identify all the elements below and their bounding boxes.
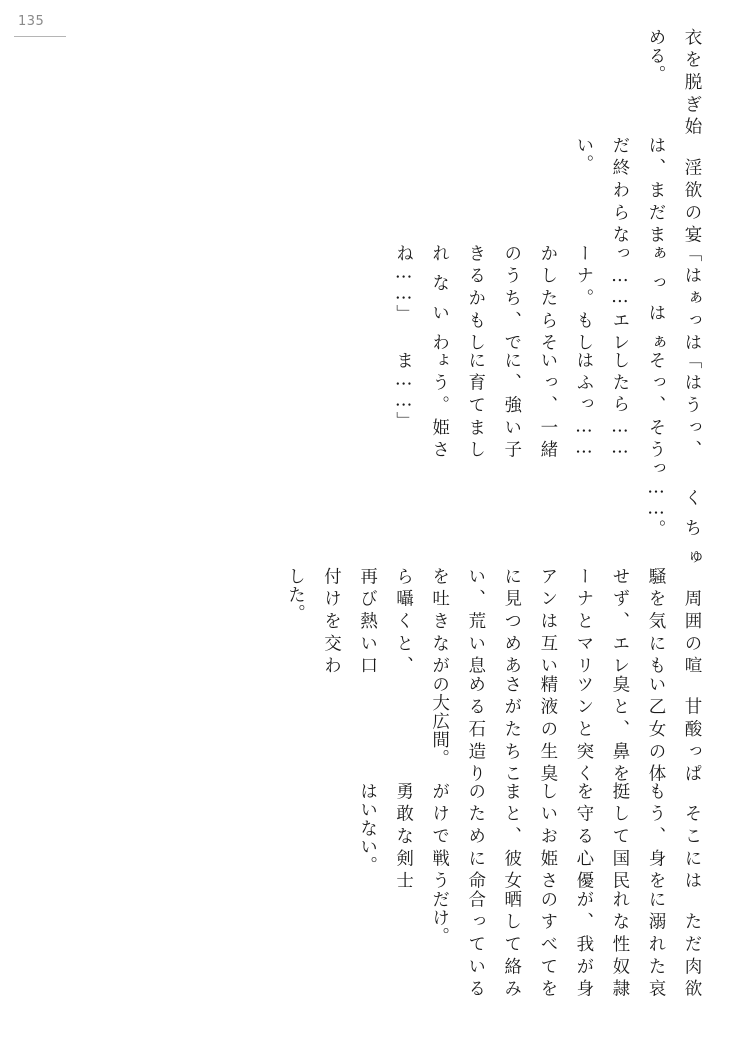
- paragraph: 「はうっ、そっ、そうしたら……はふっ……いっ、一緒に、強い子に育てましょう。姫さま……」: [393, 351, 702, 460]
- paragraph: ただ肉欲に溺れた哀れな性奴隷が、我が身のすべてを晒して絡み合っているだけ。: [429, 890, 702, 999]
- page-text-body: [150, 28, 710, 998]
- paragraph: 周囲の喧騒を気にもせず、エレーナとマリアンは互いに見つめあい、荒い息を吐きながら囁くと、再び熱い口付けを交わした。: [285, 566, 702, 675]
- paragraph: 「はぁっはぁっはぁっ……エレーナ。もしかしたらそのうち、できるかもしれないわね……」: [393, 243, 702, 352]
- paragraph: 衣を脱ぎ始める。: [645, 28, 702, 136]
- paragraph: 淫欲の宴は、まだまだ終わらない。: [573, 135, 702, 244]
- paragraph: くちゅっ……。: [645, 459, 702, 567]
- paragraph: そこにはもう、身を挺して国民を守る心優しいお姫さまと、彼女のために命がけで戦う勇敢な剣士はいない。: [357, 782, 702, 891]
- paragraph: 甘酸っぱい乙女の体臭と、鼻をツンと突く精液の生臭さがたちこめる石造りの大広間。: [429, 674, 702, 783]
- page-number: 135: [18, 14, 45, 29]
- header-rule: [14, 36, 66, 37]
